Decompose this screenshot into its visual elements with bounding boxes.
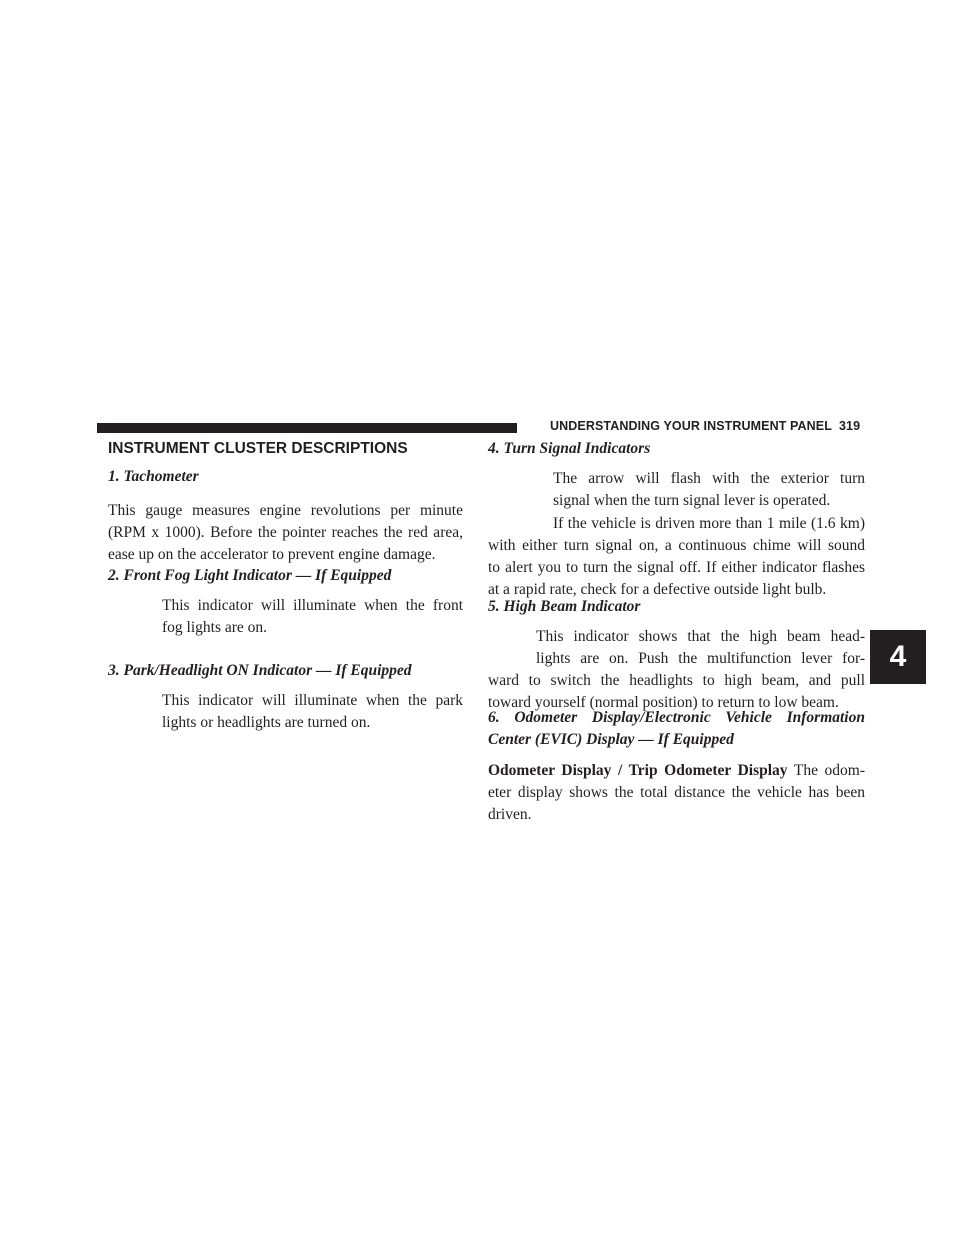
text-line: lights are on. Push the multifunction lever for- bbox=[536, 650, 865, 667]
item-6-title bbox=[488, 707, 865, 751]
item-4-body bbox=[553, 468, 865, 512]
text-line: fog lights are on. bbox=[162, 619, 268, 636]
running-header-section: UNDERSTANDING YOUR INSTRUMENT PANEL bbox=[550, 419, 832, 433]
text-line: to alert you to turn the signal off. If either indicator flashes bbox=[488, 559, 865, 576]
text-line: lights or headlights are turned on. bbox=[162, 714, 371, 731]
item-1-body bbox=[108, 500, 463, 566]
text-line: If the vehicle is driven more than 1 mile (1.6 km) bbox=[553, 515, 865, 532]
item-6-body bbox=[488, 760, 865, 826]
text-line: (RPM x 1000). Before the pointer reaches the red area, bbox=[108, 524, 463, 541]
text-line: This indicator will illuminate when the park bbox=[162, 692, 463, 709]
text-line: ease up on the accelerator to prevent engine damage. bbox=[108, 546, 436, 563]
header-rule bbox=[97, 423, 517, 433]
text-line: driven. bbox=[488, 806, 532, 823]
text-line: at a rapid rate, check for a defective outside light bulb. bbox=[488, 581, 827, 598]
item-4-title: 4. Turn Signal Indicators bbox=[488, 440, 651, 457]
chapter-tab: 4 bbox=[870, 630, 926, 684]
odometer-bold-lead: Odometer Display / Trip Odometer Display bbox=[488, 762, 788, 779]
text-line: toward yourself (normal position) to return to low beam. bbox=[488, 694, 839, 711]
item-3-title: 3. Park/Headlight ON Indicator — If Equipped bbox=[108, 662, 412, 679]
item-2-body bbox=[162, 595, 463, 639]
text-line: The arrow will flash with the exterior turn bbox=[553, 470, 865, 487]
item-1-title: 1. Tachometer bbox=[108, 468, 199, 485]
item-2-title: 2. Front Fog Light Indicator — If Equipped bbox=[108, 567, 392, 584]
item-5-title: 5. High Beam Indicator bbox=[488, 598, 641, 615]
text-line: 6. Odometer Display/Electronic Vehicle Information bbox=[488, 709, 865, 726]
item-5-body bbox=[488, 626, 865, 714]
odometer-lead-rest: The odom- bbox=[787, 762, 865, 779]
text-line: ward to switch the headlights to high beam, and pull bbox=[488, 672, 865, 689]
item-4-body-2 bbox=[488, 513, 865, 601]
text-line bbox=[488, 760, 865, 782]
text-line: with either turn signal on, a continuous chime will sound bbox=[488, 537, 865, 554]
text-line: This gauge measures engine revolutions per minute bbox=[108, 502, 463, 519]
item-3-body bbox=[162, 690, 463, 734]
text-line: eter display shows the total distance the vehicle has been bbox=[488, 784, 865, 801]
text-line: signal when the turn signal lever is operated. bbox=[553, 492, 831, 509]
text-line: Center (EVIC) Display — If Equipped bbox=[488, 731, 734, 748]
text-line: This indicator shows that the high beam head- bbox=[536, 628, 865, 645]
page-number: 319 bbox=[838, 419, 861, 433]
text-line: This indicator will illuminate when the front bbox=[162, 597, 463, 614]
running-header bbox=[550, 419, 860, 433]
section-heading: INSTRUMENT CLUSTER DESCRIPTIONS bbox=[108, 440, 408, 457]
